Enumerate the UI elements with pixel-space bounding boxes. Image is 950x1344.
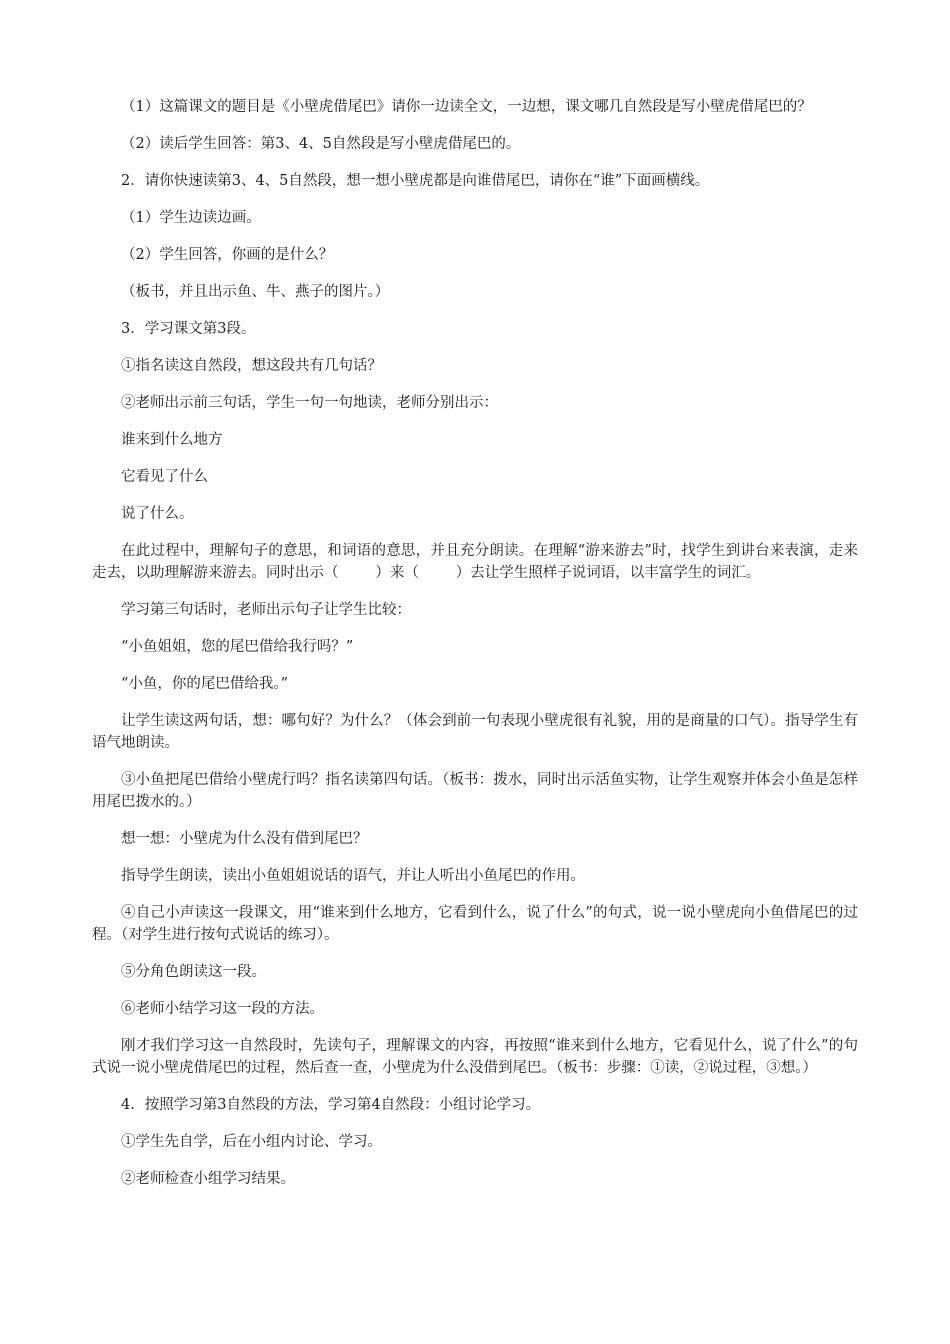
document-body	[92, 96, 858, 1205]
paragraph: （2）读后学生回答：第3、4、5自然段是写小壁虎借尾巴的。	[121, 136, 521, 152]
paragraph: （2）学生回答，你画的是什么？	[121, 247, 334, 263]
paragraph: 说了什么。	[121, 506, 194, 522]
paragraph: 谁来到什么地方	[121, 432, 223, 448]
paragraph: 让学生读这两句话，想：哪句好？为什么？（体会到前一句表现小壁虎很有礼貌，用的是商量的口气）。指导学生有语气地朗读。	[92, 713, 858, 751]
paragraph: 3．学习课文第3段。	[121, 321, 256, 337]
paragraph: 在此过程中，理解句子的意思，和词语的意思，并且充分朗读。在理解“游来游去”时，找学生到讲台来表演，走来走去，以助理解游来游去。同时出示（ ）来（ ）去让学生照样子说词语，以丰富学生的词汇。	[92, 543, 858, 581]
paragraph: ⑥老师小结学习这一段的方法。	[121, 1001, 324, 1017]
paragraph: ②老师出示前三句话，学生一句一句地读，老师分别出示：	[121, 395, 498, 411]
paragraph: 它看见了什么	[121, 469, 208, 485]
paragraph: ③小鱼把尾巴借给小壁虎行吗？指名读第四句话。（板书：拨水，同时出示活鱼实物，让学生观察并体会小鱼是怎样用尾巴拨水的。）	[92, 772, 858, 810]
paragraph: ②老师检查小组学习结果。	[121, 1171, 295, 1187]
paragraph: （板书，并且出示鱼、牛、燕子的图片。）	[121, 284, 390, 300]
paragraph: 刚才我们学习这一自然段时，先读句子，理解课文的内容，再按照“谁来到什么地方，它看见什么，说了什么”的句式说一说小壁虎借尾巴的过程，然后查一查，小壁虎为什么没借到尾巴。（板书：步骤：①读，②说过程，③想。）	[92, 1038, 858, 1076]
paragraph: ④自己小声读这一段课文，用“谁来到什么地方，它看到什么，说了什么”的句式，说一说小壁虎向小鱼借尾巴的过程。（对学生进行按句式说话的练习）。	[92, 905, 858, 943]
paragraph: 2．请你快速读第3、4、5自然段，想一想小壁虎都是向谁借尾巴，请你在“谁”下面画横线。	[121, 173, 710, 189]
paragraph: “小鱼，你的尾巴借给我。”	[121, 676, 289, 692]
paragraph: 指导学生朗读，读出小鱼姐姐说话的语气，并让人听出小鱼尾巴的作用。	[121, 868, 585, 884]
paragraph: （1）学生边读边画。	[121, 210, 261, 226]
paragraph: （1）这篇课文的题目是《小壁虎借尾巴》请你一边读全文，一边想，课文哪几自然段是写小壁虎借尾巴的？	[121, 99, 812, 115]
paragraph: ①指名读这自然段，想这段共有几句话？	[121, 358, 382, 374]
paragraph: “小鱼姐姐，您的尾巴借给我行吗？”	[121, 639, 354, 655]
paragraph: 4．按照学习第3自然段的方法，学习第4自然段：小组讨论学习。	[121, 1097, 541, 1113]
paragraph: 想一想：小壁虎为什么没有借到尾巴？	[121, 831, 368, 847]
paragraph: ⑤分角色朗读这一段。	[121, 964, 266, 980]
paragraph: 学习第三句话时，老师出示句子让学生比较：	[121, 602, 411, 618]
paragraph: ①学生先自学，后在小组内讨论、学习。	[121, 1134, 382, 1150]
